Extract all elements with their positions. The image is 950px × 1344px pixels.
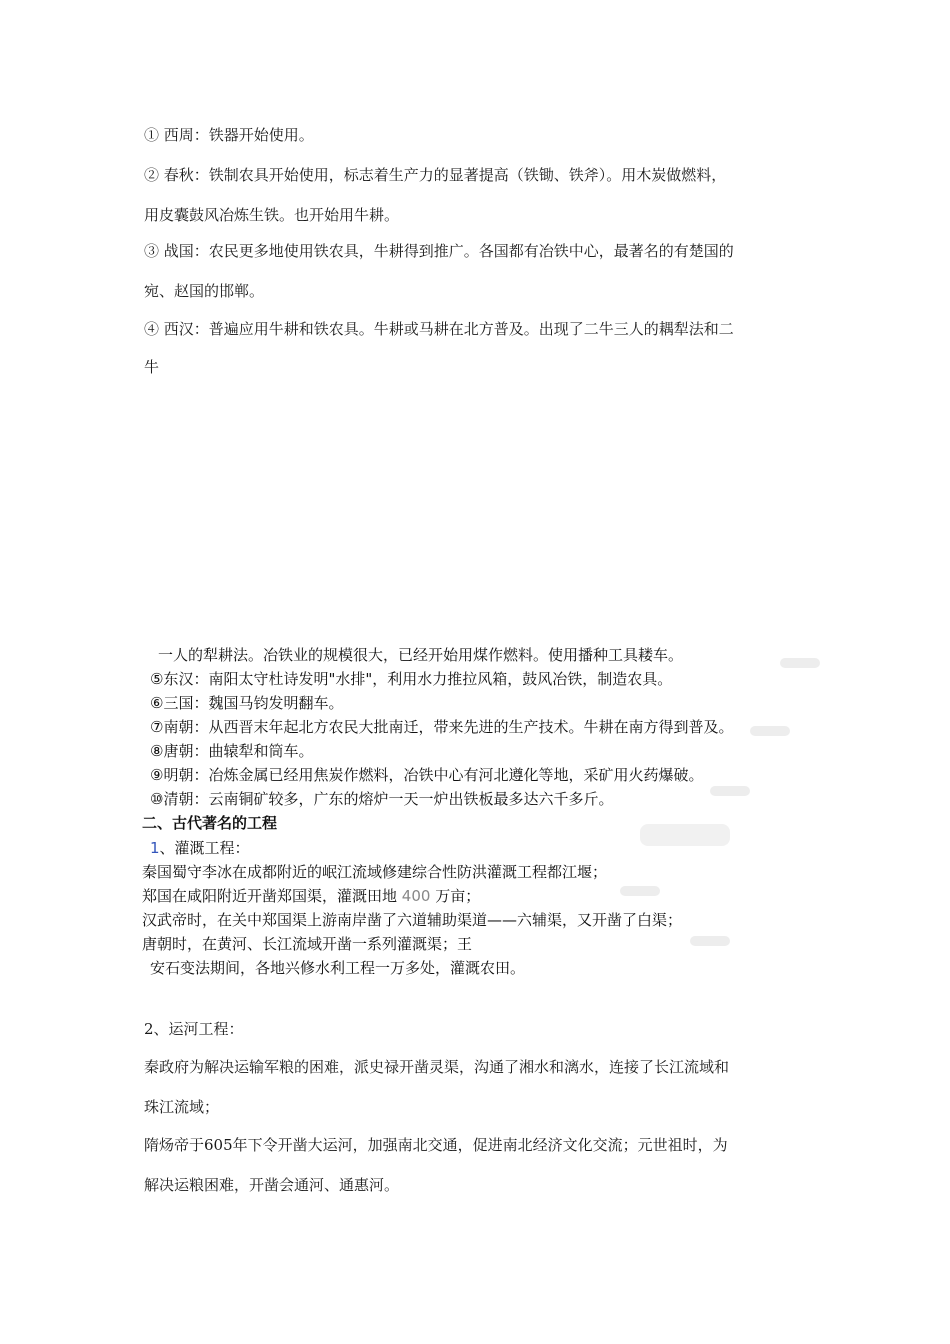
image-line-three-kingdoms: ⑥三国：魏国马钧发明翻车。 bbox=[150, 694, 344, 712]
watermark-mark bbox=[780, 658, 820, 668]
image-line-wang-anshi: 安石变法期间，各地兴修水利工程一万多处，灌溉农田。 bbox=[150, 959, 526, 977]
watermark-mark bbox=[690, 936, 730, 946]
paragraph-warring-states: ③ 战国：农民更多地使用铁农具，牛耕得到推广。各国都有冶铁中心，最著名的有楚国的 bbox=[144, 242, 734, 260]
image-line-ming: ⑨明朝：冶炼金属已经用焦炭作燃料，冶铁中心有河北遵化等地，采矿用火药爆破。 bbox=[150, 766, 704, 784]
image-line-han-wudi: 汉武帝时，在关中郑国渠上游南岸凿了六道辅助渠道——六辅渠，又开凿了白渠； bbox=[142, 911, 683, 929]
paragraph-grand-canal-cont: 解决运粮困难，开凿会通河、通惠河。 bbox=[144, 1176, 400, 1194]
watermark-logo bbox=[640, 824, 730, 846]
subheading-canal-projects: 2、运河工程： bbox=[144, 1020, 244, 1038]
watermark-mark bbox=[620, 886, 660, 896]
paragraph-spring-autumn: ② 春秋：铁制农具开始使用，标志着生产力的显著提高（铁锄、铁斧）。用木炭做燃料， bbox=[144, 166, 727, 184]
paragraph-western-han-cont: 牛 bbox=[144, 358, 160, 376]
image-line-zhengguo-canal bbox=[142, 886, 480, 906]
paragraph-western-han: ④ 西汉：普遍应用牛耕和铁农具。牛耕或马耕在北方普及。出现了二牛三人的耦犁法和二 bbox=[144, 320, 734, 338]
image-line-eastern-han: ⑤东汉：南阳太守杜诗发明"水排"，利用水力推拉风箱，鼓风冶铁，制造农具。 bbox=[150, 670, 673, 688]
subheading-irrigation bbox=[150, 838, 250, 858]
image-line-southern-dynasties: ⑦南朝：从西晋末年起北方农民大批南迁，带来先进的生产技术。牛耕在南方得到普及。 bbox=[150, 718, 734, 736]
paragraph-lingqu-cont: 珠江流域； bbox=[144, 1098, 220, 1116]
paragraph-grand-canal: 隋炀帝于605年下令开凿大运河，加强南北交通，促进南北经济文化交流；元世祖时，为 bbox=[144, 1136, 728, 1154]
zhengguo-number: 400 bbox=[401, 887, 431, 905]
subheading-number: 1 bbox=[150, 839, 160, 857]
subheading-text: 、灌溉工程： bbox=[159, 839, 250, 857]
section-heading-ancient-projects: 二、古代著名的工程 bbox=[142, 814, 278, 832]
image-line-dujiangyan: 秦国蜀守李冰在成都附近的岷江流域修建综合性防洪灌溉工程都江堰； bbox=[142, 863, 608, 881]
zhengguo-text-end: 万亩； bbox=[430, 887, 481, 905]
zhengguo-text: 郑国在咸阳附近开凿郑国渠，灌溉田地 bbox=[142, 887, 402, 905]
image-line-western-han-end: 一人的犁耕法。冶铁业的规模很大，已经开始用煤作燃料。使用播种工具耧车。 bbox=[158, 646, 684, 664]
paragraph-western-zhou: ① 西周：铁器开始使用。 bbox=[144, 126, 314, 144]
watermark-mark bbox=[710, 786, 750, 796]
image-line-tang-canals: 唐朝时，在黄河、长江流域开凿一系列灌溉渠；王 bbox=[142, 935, 473, 953]
scanned-text-image bbox=[142, 636, 830, 992]
paragraph-lingqu: 秦政府为解决运输军粮的困难，派史禄开凿灵渠，沟通了湘水和漓水，连接了长江流域和 bbox=[144, 1058, 730, 1076]
image-line-qing: ⑩清朝：云南铜矿较多，广东的熔炉一天一炉出铁板最多达六千多斤。 bbox=[150, 790, 614, 808]
image-line-tang: ⑧唐朝：曲辕犁和筒车。 bbox=[150, 742, 314, 760]
paragraph-warring-states-cont: 宛、赵国的邯郸。 bbox=[144, 282, 265, 300]
watermark-mark bbox=[750, 726, 790, 736]
paragraph-spring-autumn-cont: 用皮囊鼓风冶炼生铁。也开始用牛耕。 bbox=[144, 206, 400, 224]
